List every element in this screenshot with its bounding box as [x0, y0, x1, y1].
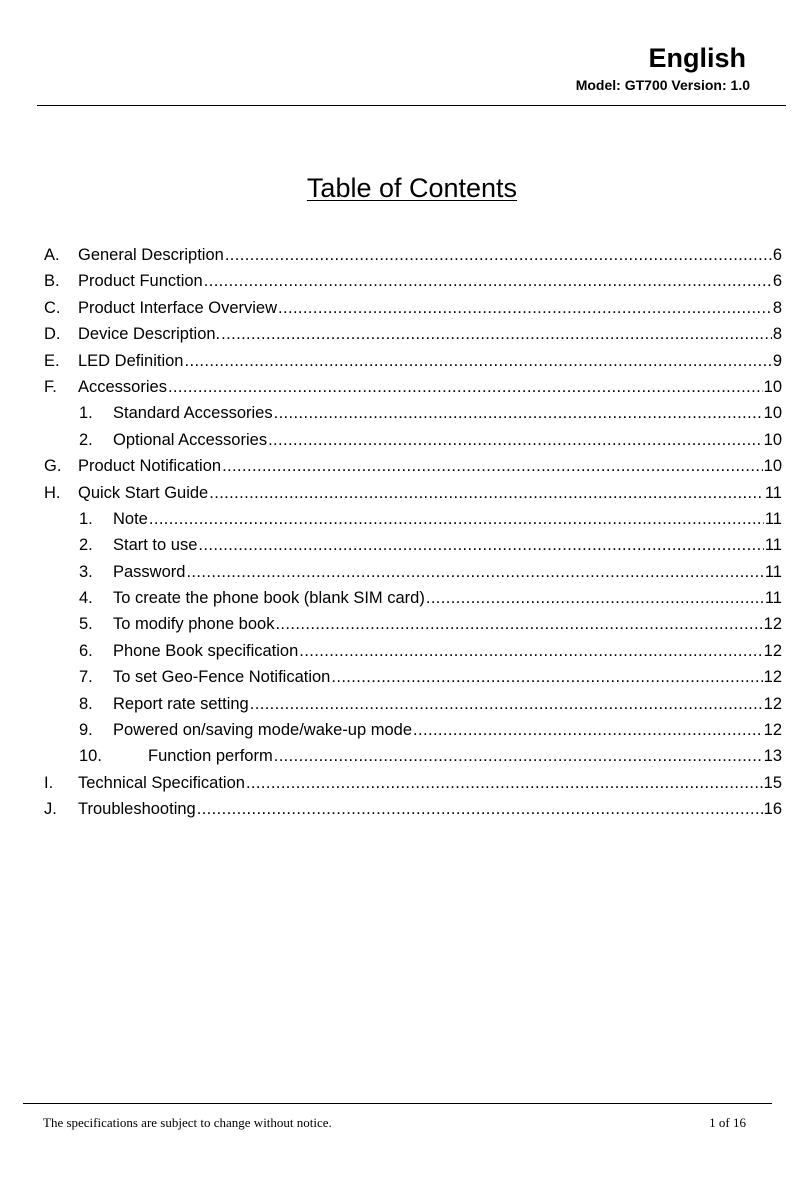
toc-entry-number: C.: [44, 298, 61, 317]
toc-entry[interactable]: [44, 796, 782, 822]
toc-entry-label: Phone Book specification: [113, 641, 299, 660]
toc-entry-number: 7.: [79, 668, 93, 687]
toc-entry-page-number: 9: [772, 351, 782, 370]
toc-dot-leader: [274, 400, 763, 426]
toc-entry-page-number: 8: [772, 298, 782, 317]
toc-dot-leader: [268, 427, 763, 453]
toc-entry[interactable]: [44, 348, 782, 374]
toc-dot-leader: [225, 242, 772, 268]
toc-dot-leader: [198, 532, 763, 558]
toc-entry[interactable]: [44, 268, 782, 294]
toc-entry[interactable]: [44, 664, 782, 690]
toc-entry-label: Product Interface Overview: [78, 298, 277, 317]
toc-entry-number: 10.: [79, 747, 102, 766]
toc-dot-leader: [299, 638, 762, 664]
toc-entry-label: Troubleshooting: [78, 800, 196, 819]
toc-entry-number: G.: [44, 457, 62, 476]
toc-dot-leader: [426, 585, 764, 611]
toc-entry-label: Powered on/saving mode/wake-up mode: [113, 721, 413, 740]
toc-entry[interactable]: [44, 374, 782, 400]
toc-entry-number: B.: [44, 272, 60, 291]
toc-entry[interactable]: [44, 611, 782, 637]
toc-entry-label: Note: [113, 509, 148, 528]
header-divider: [37, 105, 786, 106]
toc-entry[interactable]: [44, 770, 782, 796]
header-model-version: Model: GT700 Version: 1.0: [575, 77, 750, 93]
toc-dot-leader: [274, 743, 763, 769]
toc-entry-number: I.: [44, 773, 54, 792]
page-title-container: [0, 170, 808, 206]
toc-entry-label: Technical Specification: [78, 773, 245, 792]
toc-entry-page-number: 11: [764, 509, 782, 528]
toc-entry-label: Function perform: [148, 747, 273, 766]
toc-entry[interactable]: [44, 743, 782, 769]
toc-entry[interactable]: [44, 453, 782, 479]
toc-entry-label: Product Function: [78, 272, 203, 291]
toc-entry[interactable]: [44, 532, 782, 558]
toc-entry[interactable]: [44, 242, 782, 268]
toc-entry-number: 1.: [79, 509, 93, 528]
toc-entry-number: 2.: [79, 430, 93, 449]
toc-dot-leader: [413, 717, 763, 743]
toc-entry-page-number: 16: [763, 800, 782, 819]
toc-entry-number: 8.: [79, 694, 93, 713]
toc-entry-number: H.: [44, 483, 61, 502]
toc-entry-page-number: 11: [764, 562, 782, 581]
toc-entry-page-number: 12: [763, 668, 782, 687]
toc-dot-leader: [184, 348, 771, 374]
toc-entry-page-number: 12: [763, 641, 782, 660]
toc-entry-page-number: 8: [772, 325, 782, 344]
toc-dot-leader: [204, 268, 772, 294]
toc-dot-leader: [221, 321, 772, 347]
footer-divider: [23, 1103, 772, 1104]
toc-entry[interactable]: [44, 585, 782, 611]
header-language: English: [648, 43, 746, 73]
toc-dot-leader: [209, 480, 764, 506]
toc-entry-page-number: 10: [763, 377, 782, 396]
toc-entry-label: Quick Start Guide: [78, 483, 209, 502]
toc-entry-label: Accessories: [78, 377, 167, 396]
toc-entry[interactable]: [44, 506, 782, 532]
toc-dot-leader: [149, 506, 764, 532]
toc-entry-label: Device Description.: [78, 325, 221, 344]
toc-entry-page-number: 10: [763, 457, 782, 476]
toc-entry[interactable]: [44, 638, 782, 664]
toc-entry-number: 3.: [79, 562, 93, 581]
toc-entry-label: LED Definition: [78, 351, 184, 370]
toc-entry[interactable]: [44, 559, 782, 585]
toc-dot-leader: [168, 374, 763, 400]
toc-dot-leader: [331, 664, 762, 690]
toc-entry-label: General Description: [78, 246, 224, 264]
toc-entry[interactable]: [44, 717, 782, 743]
toc-entry-page-number: 12: [763, 615, 782, 634]
toc-entry-label: Standard Accessories: [113, 404, 273, 423]
toc-dot-leader: [186, 559, 763, 585]
toc-dot-leader: [278, 295, 772, 321]
toc-entry-page-number: 11: [764, 589, 782, 608]
footer-note: The specifications are subject to change without notice.: [43, 1115, 332, 1130]
page-title: Table of Contents: [306, 173, 518, 203]
toc-dot-leader: [246, 770, 763, 796]
toc-dot-leader: [250, 691, 763, 717]
toc-entry-page-number: 12: [763, 694, 782, 713]
toc-entry-page-number: 12: [763, 721, 782, 740]
toc-entry[interactable]: [44, 427, 782, 453]
toc-entry-number: 9.: [79, 721, 93, 740]
toc-entry[interactable]: [44, 321, 782, 347]
toc-entry-page-number: 13: [763, 747, 782, 766]
toc-entry-page-number: 11: [764, 536, 782, 555]
toc-entry-label: To modify phone book: [113, 615, 275, 634]
toc-entry-number: 6.: [79, 641, 93, 660]
toc-entry[interactable]: [44, 480, 782, 506]
toc-entry-label: To create the phone book (blank SIM card): [113, 589, 425, 608]
toc-dot-leader: [197, 796, 763, 822]
toc-entry-number: D.: [44, 325, 61, 344]
toc-entry[interactable]: [44, 295, 782, 321]
toc-entry-page-number: 6: [772, 272, 782, 291]
page-indicator: 1 of 16: [709, 1115, 746, 1130]
toc-entry-page-number: 10: [763, 430, 782, 449]
toc-entry-page-number: 11: [764, 483, 782, 502]
toc-entry-number: J.: [44, 800, 57, 819]
toc-entry-number: 1.: [79, 404, 93, 423]
toc-entry-number: E.: [44, 351, 60, 370]
toc-entry-number: 2.: [79, 536, 93, 555]
toc-dot-leader: [222, 453, 763, 479]
toc-entry-number: 4.: [79, 589, 93, 608]
toc-entry-label: Product Notification: [78, 457, 222, 476]
toc-entry-number: A.: [44, 246, 60, 264]
toc-entry-label: To set Geo-Fence Notification: [113, 668, 331, 687]
toc-entry-label: Start to use: [113, 536, 198, 555]
toc-entry[interactable]: [44, 400, 782, 426]
toc-entry-number: F.: [44, 377, 57, 396]
toc-entry-number: 5.: [79, 615, 93, 634]
toc-entry-label: Report rate setting: [113, 694, 249, 713]
toc-entry-page-number: 15: [763, 773, 782, 792]
toc-dot-leader: [275, 611, 762, 637]
toc-entry-label: Optional Accessories: [113, 430, 268, 449]
toc-entry[interactable]: [44, 691, 782, 717]
toc-entry-page-number: 10: [763, 404, 782, 423]
toc-entry-label: Password: [113, 562, 186, 581]
toc-entry-page-number: 6: [772, 246, 782, 264]
table-of-contents: [44, 242, 782, 823]
